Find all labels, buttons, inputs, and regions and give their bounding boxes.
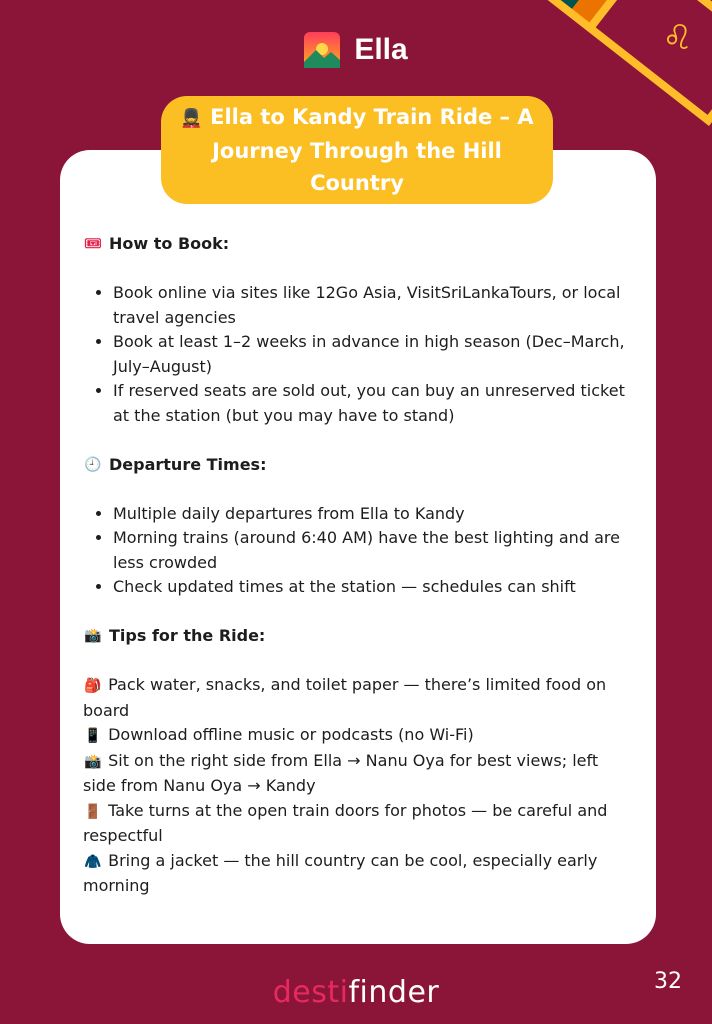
list-item: • Multiple daily departures from Ella to Kandy xyxy=(113,502,631,527)
page-title: Ella xyxy=(354,33,408,66)
phone-icon: 📱 xyxy=(84,728,102,744)
tip-item: 🧥 Bring a jacket — the hill country can be cool, especially early morning xyxy=(83,850,598,895)
list-item: • Morning trains (around 6:40 AM) have the best lighting and are less crowded xyxy=(113,526,631,575)
brand-part1: desti xyxy=(272,975,349,1010)
tip-item: 📱 Download offline music or podcasts (no Wi-Fi) xyxy=(83,723,631,749)
door-icon: 🚪 xyxy=(84,803,102,820)
booking-heading: 🎟 How to Book: xyxy=(83,232,631,257)
section-title: Ella to Kandy Train Ride – A Journey Through the Hill Country xyxy=(210,105,534,195)
list-item: • Check updated times at the station — schedules can shift xyxy=(113,575,631,600)
section-title-pill xyxy=(161,96,553,204)
list-item: • If reserved seats are sold out, you can buy an unreserved ticket at the station (but you may have to stand) xyxy=(113,379,631,428)
tips-heading: 📸 Tips for the Ride: xyxy=(83,624,631,649)
page-number: 32 xyxy=(654,969,682,994)
departure-heading: 🕘 Departure Times: xyxy=(83,453,631,478)
jacket-icon: 🧥 xyxy=(84,853,102,870)
booking-list xyxy=(83,281,631,428)
article-body xyxy=(83,232,631,899)
lion-icon: ♌ xyxy=(662,18,693,59)
tip-item: 📸 Sit on the right side from Ella → Nanu Oya for best views; left side from Nanu Oya → Kandy xyxy=(83,750,599,795)
guard-icon: 💂 xyxy=(180,108,203,129)
backpack-icon: 🎒 xyxy=(84,678,102,694)
clock-icon: 🕘 xyxy=(84,456,102,473)
list-item: • Book at least 1–2 weeks in advance in high season (Dec–March, July–August) xyxy=(113,330,631,379)
camera-icon: 📸 xyxy=(84,628,102,644)
ticket-icon: 🎟 xyxy=(84,236,102,252)
tip-item: 🎒 Pack water, snacks, and toilet paper — there’s limited food on board xyxy=(83,675,607,720)
tip-item: 🚪 Take turns at the open train doors for photos — be careful and respectful xyxy=(83,800,608,845)
landscape-logo-icon xyxy=(304,32,340,68)
brand-footer xyxy=(0,975,712,1010)
page-header xyxy=(0,28,712,72)
list-item: • Book online via sites like 12Go Asia, VisitSriLankaTours, or local travel agencies xyxy=(113,281,631,330)
departure-list xyxy=(83,502,631,600)
camera-icon: 📸 xyxy=(84,753,102,770)
brand-part2: finder xyxy=(348,975,440,1010)
